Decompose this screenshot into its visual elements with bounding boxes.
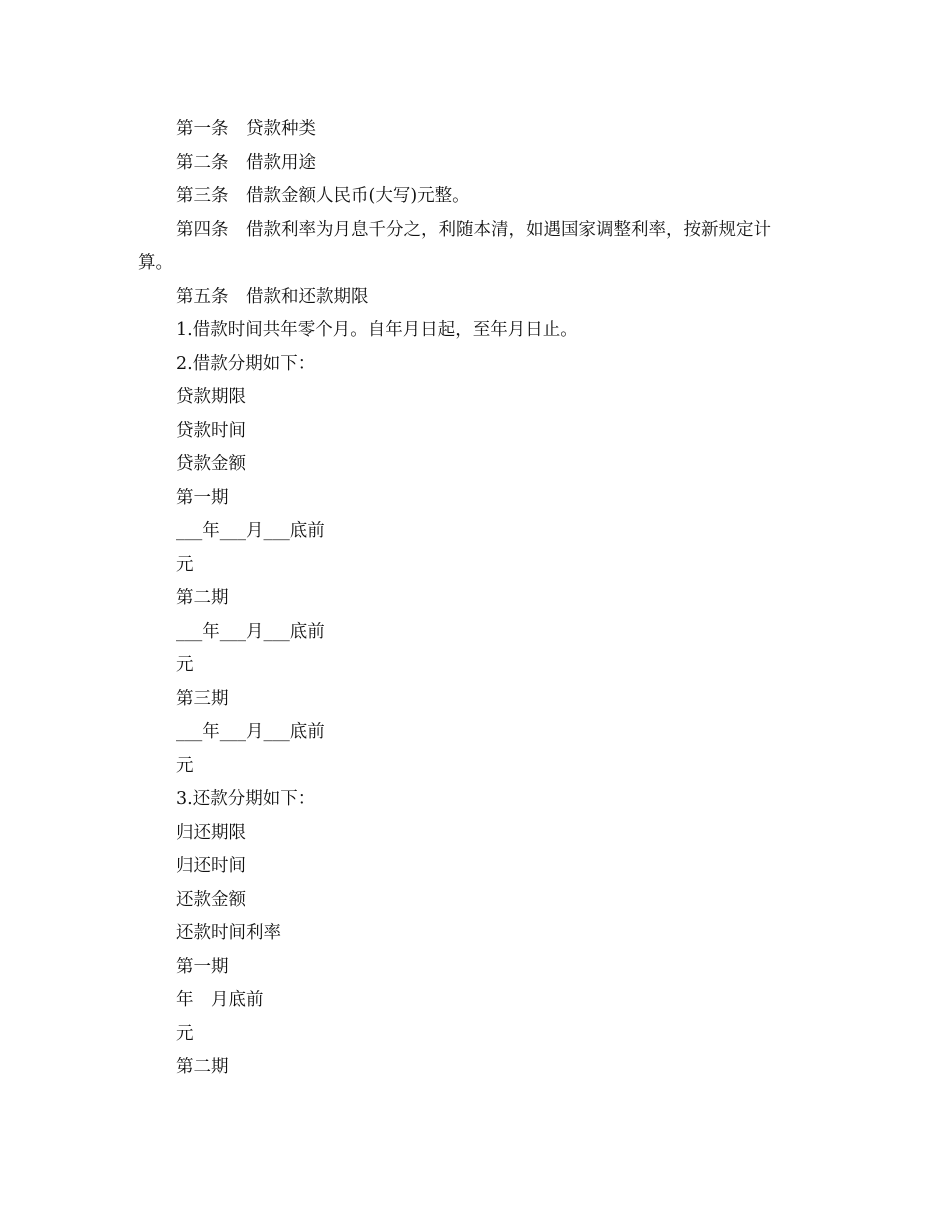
loan-column-term: 贷款期限 (176, 387, 246, 407)
loan-period-1: 第一期 (176, 487, 229, 508)
loan-term-clause: 1.借款时间共年零个月。自年月日起，至年月日止。 (176, 320, 578, 340)
repay-period-1: 第一期 (176, 956, 229, 977)
repay-period-1-amount: 元 (176, 1023, 194, 1044)
repay-column-time: 归还时间 (176, 856, 246, 876)
article-5: 第五条 借款和还款期限 (176, 286, 369, 307)
article-4-continuation: 算。 (138, 253, 173, 273)
loan-period-3: 第三期 (176, 688, 229, 709)
article-3: 第三条 借款金额人民币(大写)元整。 (176, 186, 470, 206)
loan-period-1-amount: 元 (176, 554, 194, 575)
loan-installments-heading: 2.借款分期如下： (176, 353, 316, 374)
loan-period-3-amount: 元 (176, 755, 194, 776)
loan-period-2-date: ___年___月___底前 (176, 621, 325, 642)
article-4: 第四条 借款利率为月息千分之，利随本清，如遇国家调整利率，按新规定计 (176, 219, 771, 240)
repay-period-2: 第二期 (176, 1057, 229, 1077)
repay-column-amount: 还款金额 (176, 889, 246, 910)
document-body (138, 113, 818, 1085)
repayment-installments-heading: 3.还款分期如下： (176, 789, 316, 809)
loan-column-amount: 贷款金额 (176, 454, 246, 474)
repay-column-rate: 还款时间利率 (176, 923, 281, 943)
loan-period-2: 第二期 (176, 588, 229, 608)
repay-column-term: 归还期限 (176, 822, 246, 843)
loan-period-1-date: ___年___月___底前 (176, 521, 325, 541)
loan-column-time: 贷款时间 (176, 420, 246, 441)
article-1: 第一条 贷款种类 (176, 119, 316, 139)
loan-period-2-amount: 元 (176, 655, 194, 675)
loan-period-3-date: ___年___月___底前 (176, 722, 325, 742)
article-2: 第二条 借款用途 (176, 152, 316, 173)
repay-period-1-date: 年 月底前 (176, 990, 264, 1010)
